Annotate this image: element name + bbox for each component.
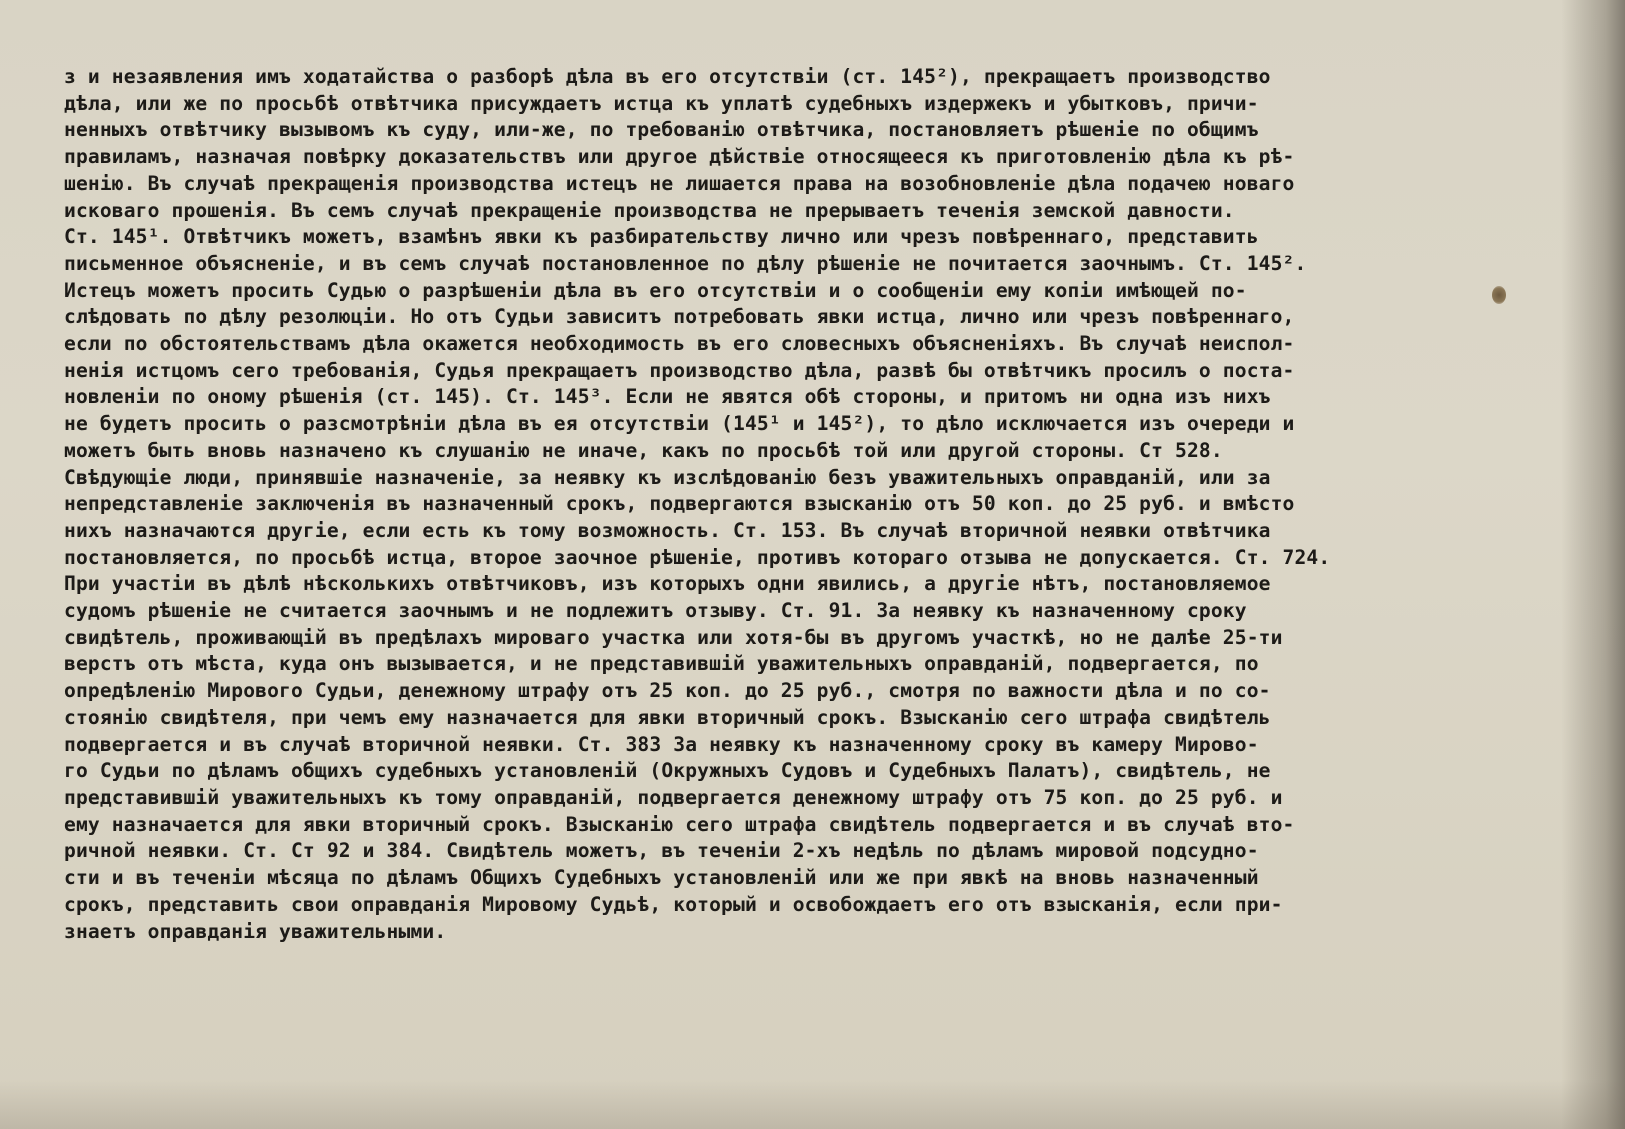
text-line: не будетъ просить о разсмотрѣніи дѣла въ ея отсутствіи (145¹ и 145²), то дѣло исключается изъ очереди и bbox=[64, 412, 1295, 436]
text-line: сти и въ теченіи мѣсяца по дѣламъ Общихъ Судебныхъ установленій или же при явкѣ на вновь назначенный bbox=[64, 866, 1259, 890]
text-line: правиламъ, назначая повѣрку доказательствъ или другое дѣйствіе относящееся къ приготовленію дѣла къ рѣ- bbox=[64, 145, 1295, 169]
ink-stain bbox=[1492, 286, 1506, 304]
page-edge-shadow bbox=[1561, 0, 1625, 1129]
text-line: можетъ быть вновь назначено къ слушанію не иначе, какъ по просьбѣ той или другой стороны. Ст 528. bbox=[64, 438, 1223, 462]
text-line: стоянію свидѣтеля, при чемъ ему назначается для явки вторичный срокъ. Взысканію сего штрафа свидѣтель bbox=[64, 705, 1271, 729]
text-line: подвергается и въ случаѣ вторичной неявки. Ст. 383 За неявку къ назначенному сроку въ камеру Мирово- bbox=[64, 732, 1259, 756]
text-line: го Судьи по дѣламъ общихъ судебныхъ установленій (Окружныхъ Судовъ и Судебныхъ Палатъ), свидѣтель, не bbox=[64, 759, 1271, 783]
text-line: непредставленіе заключенія въ назначенный срокъ, подвергаются взысканію отъ 50 коп. до 25 руб. и вмѣсто bbox=[64, 492, 1295, 516]
text-line: дѣла, или же по просьбѣ отвѣтчика присуждаетъ истца къ уплатѣ судебныхъ издержекъ и убытковъ, причи- bbox=[64, 91, 1259, 115]
text-line: представившій уважительныхъ къ тому оправданій, подвергается денежному штрафу отъ 75 коп. до 25 руб. и bbox=[64, 785, 1283, 809]
text-line: свидѣтель, проживающій въ предѣлахъ мироваго участка или хотя-бы въ другомъ участкѣ, но не далѣе 25-ти bbox=[64, 625, 1283, 649]
text-line: нихъ назначаются другіе, если есть къ тому возможность. Ст. 153. Въ случаѣ вторичной неявки отвѣтчика bbox=[64, 518, 1271, 542]
text-line: слѣдовать по дѣлу резолюціи. Но отъ Судьи зависитъ потребовать явки истца, лично или чрезъ повѣреннаго, bbox=[64, 305, 1295, 329]
text-line: знаетъ оправданія уважительными. bbox=[64, 919, 447, 943]
page-bottom-shadow bbox=[0, 1079, 1625, 1129]
text-line: Истецъ можетъ просить Судью о разрѣшеніи дѣла въ его отсутствіи и о сообщеніи ему копіи имѣющей по- bbox=[64, 278, 1247, 302]
text-line: срокъ, представить свои оправданія Мировому Судьѣ, который и освобождаетъ его отъ взысканія, если при- bbox=[64, 892, 1283, 916]
text-line: Ст. 145¹. Отвѣтчикъ можетъ, взамѣнъ явки къ разбирательству лично или чрезъ повѣреннаго, представить bbox=[64, 225, 1259, 249]
text-line: если по обстоятельствамъ дѣла окажется необходимость въ его словесныхъ объясненіяхъ. Въ случаѣ неиспол- bbox=[64, 332, 1295, 356]
text-line: ричной неявки. Ст. Ст 92 и 384. Свидѣтель можетъ, въ теченіи 2-хъ недѣль по дѣламъ мировой подсудно- bbox=[64, 839, 1259, 863]
text-line: постановляется, по просьбѣ истца, второе заочное рѣшеніе, противъ котораго отзыва не допускается. Ст. 724. bbox=[64, 545, 1331, 569]
text-line: судомъ рѣшеніе не считается заочнымъ и не подлежитъ отзыву. Ст. 91. За неявку къ назначенному сроку bbox=[64, 599, 1247, 623]
text-line: исковаго прошенія. Въ семъ случаѣ прекращеніе производства не прерываетъ теченія земской давности. bbox=[64, 198, 1235, 222]
text-line: При участіи въ дѣлѣ нѣсколькихъ отвѣтчиковъ, изъ которыхъ одни явились, а другіе нѣтъ, постановляемое bbox=[64, 572, 1271, 596]
text-line: ненныхъ отвѣтчику вызывомъ къ суду, или-же, по требованію отвѣтчика, постановляетъ рѣшеніе по общимъ bbox=[64, 118, 1259, 142]
text-line: верстъ отъ мѣста, куда онъ вызывается, и не представившій уважительныхъ оправданій, подвергается, по bbox=[64, 652, 1259, 676]
text-line: ненія истцомъ сего требованія, Судья прекращаетъ производство дѣла, развѣ бы отвѣтчикъ просилъ о поста- bbox=[64, 358, 1295, 382]
text-line: Свѣдующіе люди, принявшіе назначеніе, за неявку къ изслѣдованію безъ уважительныхъ оправданій, или за bbox=[64, 465, 1271, 489]
text-line: опредѣленію Мирового Судьи, денежному штрафу отъ 25 коп. до 25 руб., смотря по важности дѣла и по со- bbox=[64, 679, 1271, 703]
text-line: з и незаявления имъ ходатайства о разборѣ дѣла въ его отсутствіи (ст. 145²), прекращаетъ производство bbox=[64, 65, 1271, 88]
text-line: письменное объясненіе, и въ семъ случаѣ постановленное по дѣлу рѣшеніе не почитается заочнымъ. Ст. 145². bbox=[64, 251, 1307, 275]
text-line: ему назначается для явки вторичный срокъ. Взысканію сего штрафа свидѣтель подвергается и въ случаѣ вто- bbox=[64, 812, 1295, 836]
document-text bbox=[64, 64, 1576, 945]
text-line: шенію. Въ случаѣ прекращенія производства истецъ не лишается права на возобновленіе дѣла подачею новаго bbox=[64, 171, 1295, 195]
text-line: новленіи по оному рѣшенія (ст. 145). Ст. 145³. Если не явятся обѣ стороны, и притомъ ни одна изъ нихъ bbox=[64, 385, 1271, 409]
